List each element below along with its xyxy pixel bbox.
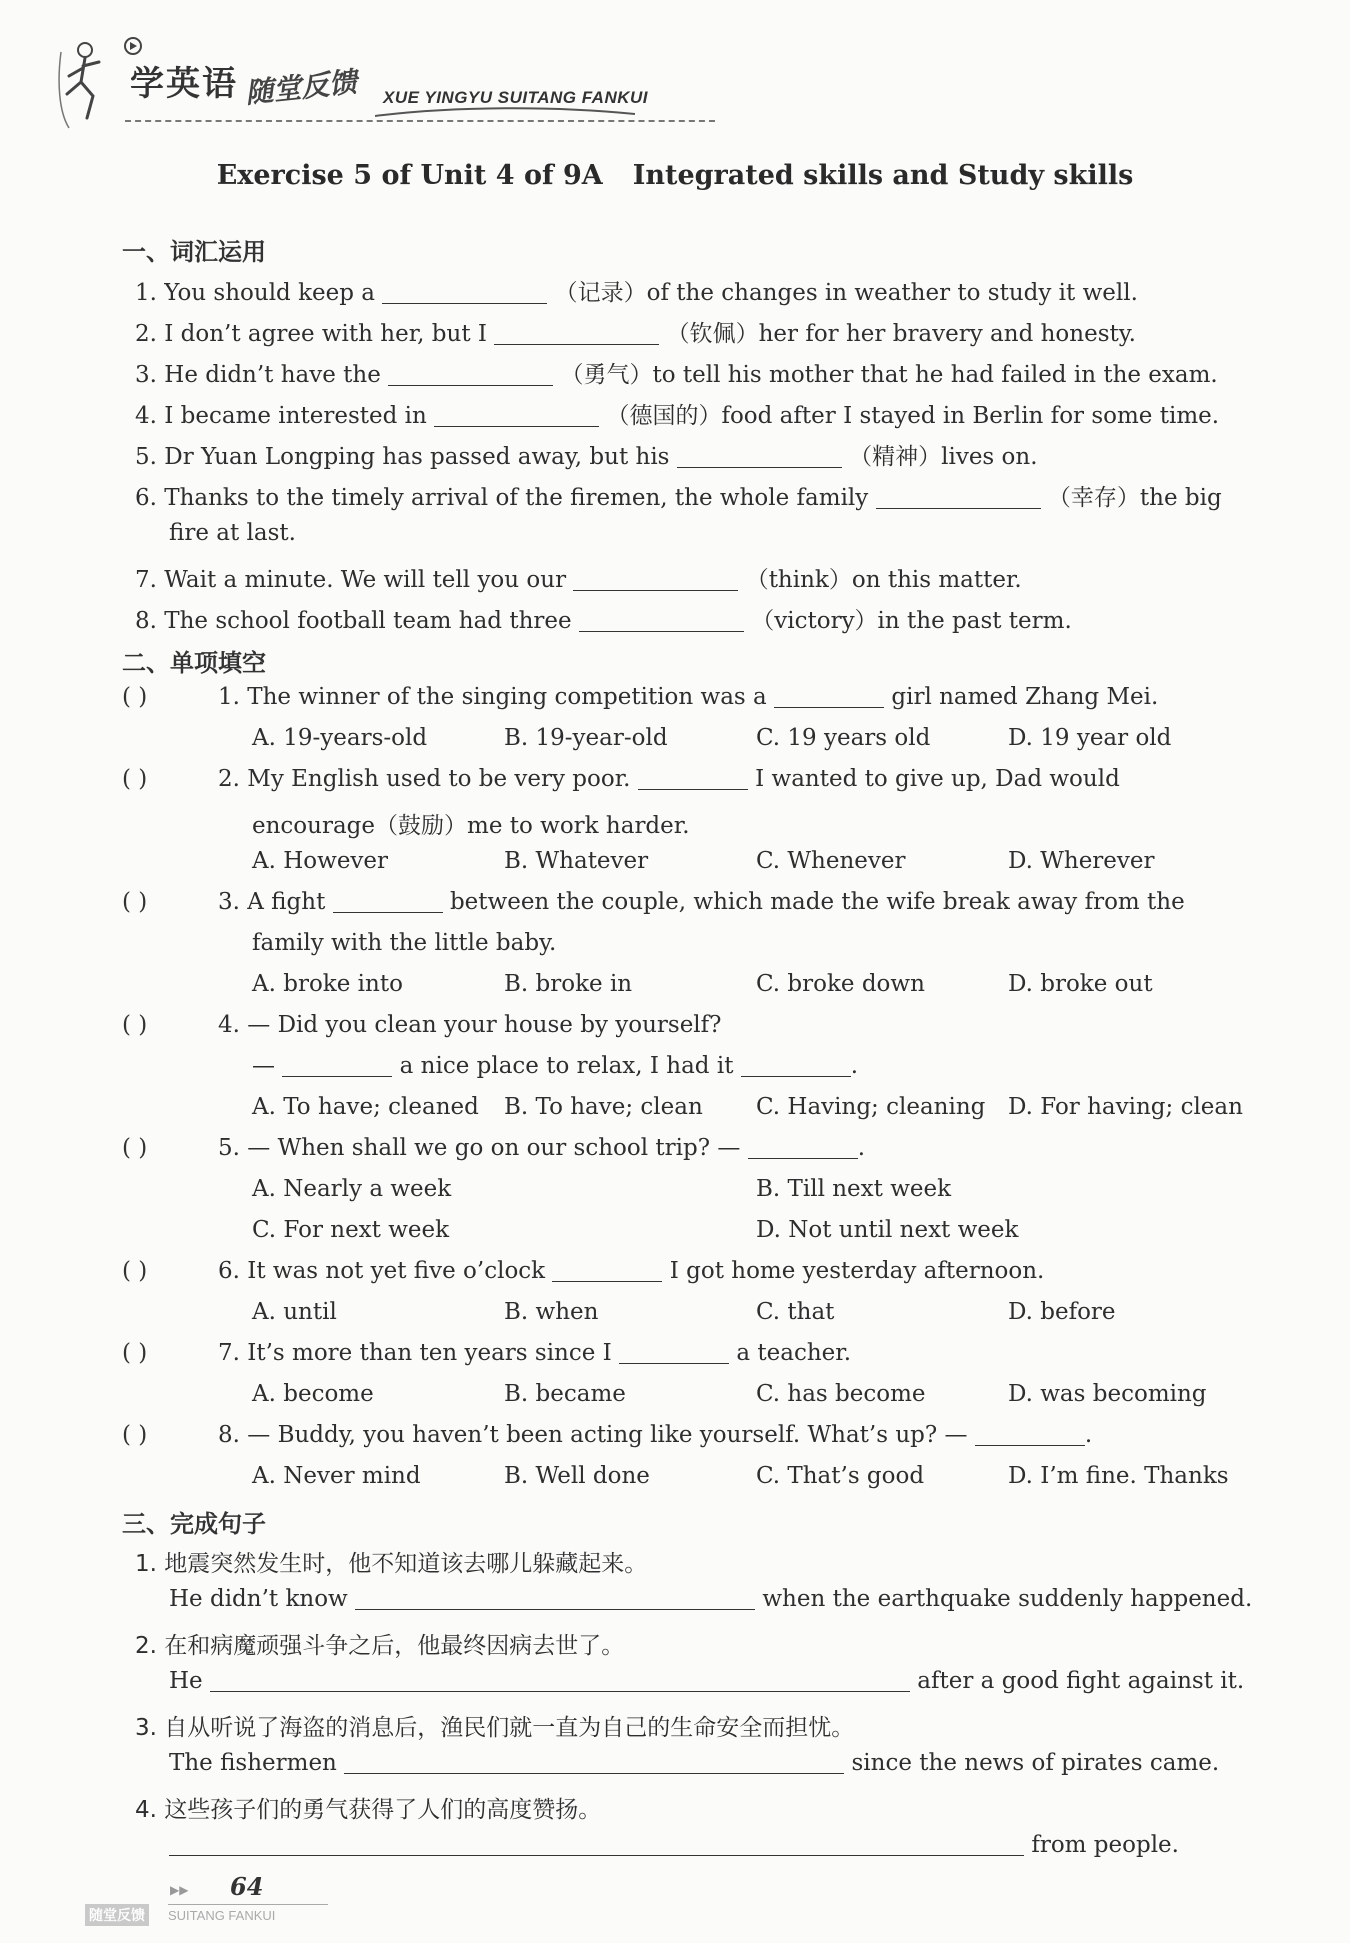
mc-question-2-continued: encourage（鼓励）me to work harder. (252, 813, 690, 839)
vocab-item-5: 5. Dr Yuan Longping has passed away, but his （精神）lives on. (135, 444, 1038, 470)
answer-blank (552, 1259, 662, 1282)
sentence-1-english: He didn’t know when the earthquake suddenly happened. (169, 1586, 1253, 1612)
option-a[interactable]: A. broke into (252, 971, 403, 997)
answer-blank[interactable] (579, 609, 744, 632)
answer-bracket[interactable]: ( ) (122, 889, 148, 915)
answer-blank[interactable] (573, 568, 738, 591)
page-footer (80, 1870, 340, 1940)
answer-blank (333, 890, 443, 913)
option-d[interactable]: D. For having; clean (1008, 1094, 1243, 1120)
mc-question-3-continued: family with the little baby. (252, 930, 557, 956)
brand-script: 随堂反馈 (243, 65, 359, 110)
option-c[interactable]: C. that (756, 1299, 835, 1325)
answer-blank (282, 1054, 392, 1077)
footer-divider (168, 1904, 328, 1905)
section-multiple-choice-heading: 二、单项填空 (122, 649, 266, 677)
option-b[interactable]: B. Well done (504, 1463, 650, 1489)
footer-brand-chinese: 随堂反馈 (85, 1904, 149, 1926)
brand-chinese: 学英语 (130, 64, 238, 104)
mc-question-8: 8. — Buddy, you haven’t been acting like yourself. What’s up? — . (218, 1422, 1093, 1448)
answer-blank[interactable] (434, 404, 599, 427)
mc-question-4-reply: — a nice place to relax, I had it . (252, 1053, 859, 1079)
option-c[interactable]: C. broke down (756, 971, 925, 997)
option-a[interactable]: A. Nearly a week (252, 1176, 452, 1202)
vocab-item-8: 8. The school football team had three （victory）in the past term. (135, 608, 1072, 634)
answer-blank[interactable] (677, 445, 842, 468)
answer-bracket[interactable]: ( ) (122, 1258, 148, 1284)
mc-question-1: 1. The winner of the singing competition was a girl named Zhang Mei. (218, 684, 1159, 710)
option-c[interactable]: C. That’s good (756, 1463, 925, 1489)
section-complete-sentences-heading: 三、完成句子 (122, 1510, 266, 1538)
vocab-item-2: 2. I don’t agree with her, but I （钦佩）her for her bravery and honesty. (135, 321, 1136, 347)
option-b[interactable]: B. 19-year-old (504, 725, 668, 751)
answer-blank[interactable] (169, 1833, 1024, 1856)
option-d[interactable]: D. was becoming (1008, 1381, 1207, 1407)
brand-english: XUE YINGYU SUITANG FANKUI (383, 88, 649, 107)
option-d[interactable]: D. Wherever (1008, 848, 1155, 874)
arrow-icon: ▶▶ (170, 1883, 189, 1897)
mc-question-3: 3. A fight between the couple, which made the wife break away from the (218, 889, 1185, 915)
vocab-item-7: 7. Wait a minute. We will tell you our （think）on this matter. (135, 567, 1022, 593)
header-logo (55, 22, 695, 132)
sentence-4-chinese: 4. 这些孩子们的勇气获得了人们的高度赞扬。 (135, 1797, 602, 1823)
vocab-item-6-continued: fire at last. (169, 520, 296, 546)
vocab-item-1: 1. You should keep a （记录）of the changes in weather to study it well. (135, 280, 1138, 306)
answer-blank (748, 1136, 858, 1159)
option-a[interactable]: A. Never mind (252, 1463, 421, 1489)
option-c[interactable]: C. 19 years old (756, 725, 931, 751)
option-a[interactable]: A. To have; cleaned (252, 1094, 479, 1120)
answer-blank[interactable] (382, 281, 547, 304)
sentence-1-chinese: 1. 地震突然发生时，他不知道该去哪儿躲藏起来。 (135, 1551, 648, 1577)
answer-blank[interactable] (210, 1669, 910, 1692)
option-a[interactable]: A. 19-years-old (252, 725, 428, 751)
option-a[interactable]: A. become (252, 1381, 374, 1407)
option-d[interactable]: D. before (1008, 1299, 1116, 1325)
swoosh-decoration (375, 106, 635, 120)
footer-brand-english: SUITANG FANKUI (168, 1908, 276, 1923)
answer-blank[interactable] (344, 1751, 844, 1774)
mc-question-5: 5. — When shall we go on our school trip? — . (218, 1135, 865, 1161)
mc-question-6: 6. It was not yet five o’clock I got home yesterday afternoon. (218, 1258, 1045, 1284)
page-title (0, 160, 1350, 191)
answer-bracket[interactable]: ( ) (122, 1340, 148, 1366)
sentence-3-english: The fishermen since the news of pirates came. (169, 1750, 1220, 1776)
answer-blank[interactable] (355, 1587, 755, 1610)
option-b[interactable]: B. Till next week (756, 1176, 952, 1202)
mc-question-2: 2. My English used to be very poor. I wanted to give up, Dad would (218, 766, 1120, 792)
sentence-2-chinese: 2. 在和病魔顽强斗争之后，他最终因病去世了。 (135, 1633, 625, 1659)
mc-question-4: 4. — Did you clean your house by yourself? (218, 1012, 722, 1038)
answer-bracket[interactable]: ( ) (122, 1422, 148, 1448)
answer-blank (619, 1341, 729, 1364)
answer-blank (638, 767, 748, 790)
answer-blank[interactable] (876, 486, 1041, 509)
option-c[interactable]: C. Having; cleaning (756, 1094, 986, 1120)
option-c[interactable]: C. Whenever (756, 848, 906, 874)
title-topic: Integrated skills and Study skills (632, 160, 1134, 191)
answer-bracket[interactable]: ( ) (122, 684, 148, 710)
option-d[interactable]: D. Not until next week (756, 1217, 1019, 1243)
title-exercise: Exercise 5 of Unit 4 of 9A (216, 160, 603, 191)
option-b[interactable]: B. when (504, 1299, 599, 1325)
option-d[interactable]: D. I’m fine. Thanks (1008, 1463, 1229, 1489)
page-number: 64 (230, 1872, 264, 1901)
option-d[interactable]: D. broke out (1008, 971, 1153, 997)
sentence-4-english: from people. (169, 1832, 1179, 1858)
option-b[interactable]: B. broke in (504, 971, 633, 997)
answer-bracket[interactable]: ( ) (122, 1012, 148, 1038)
sentence-2-english: He after a good fight against it. (169, 1668, 1245, 1694)
option-b[interactable]: B. became (504, 1381, 626, 1407)
answer-blank (975, 1423, 1085, 1446)
section-vocabulary-heading: 一、词汇运用 (122, 238, 266, 266)
option-d[interactable]: D. 19 year old (1008, 725, 1172, 751)
answer-blank[interactable] (494, 322, 659, 345)
answer-blank (741, 1054, 851, 1077)
option-a[interactable]: A. However (252, 848, 389, 874)
option-a[interactable]: A. until (252, 1299, 337, 1325)
sentence-3-chinese: 3. 自从听说了海盗的消息后，渔民们就一直为自己的生命安全而担忧。 (135, 1715, 855, 1741)
mc-question-7: 7. It’s more than ten years since I a teacher. (218, 1340, 852, 1366)
answer-blank[interactable] (388, 363, 553, 386)
option-b[interactable]: B. To have; clean (504, 1094, 703, 1120)
answer-bracket[interactable]: ( ) (122, 766, 148, 792)
option-c[interactable]: C. has become (756, 1381, 926, 1407)
header-divider (125, 120, 715, 122)
vocab-item-6: 6. Thanks to the timely arrival of the firemen, the whole family （幸存）the big (135, 485, 1222, 511)
answer-blank (774, 685, 884, 708)
vocab-item-3: 3. He didn’t have the （勇气）to tell his mother that he had failed in the exam. (135, 362, 1218, 388)
option-b[interactable]: B. Whatever (504, 848, 649, 874)
option-c[interactable]: C. For next week (252, 1217, 450, 1243)
vocab-item-4: 4. I became interested in （德国的）food after I stayed in Berlin for some time. (135, 403, 1220, 429)
answer-bracket[interactable]: ( ) (122, 1135, 148, 1161)
